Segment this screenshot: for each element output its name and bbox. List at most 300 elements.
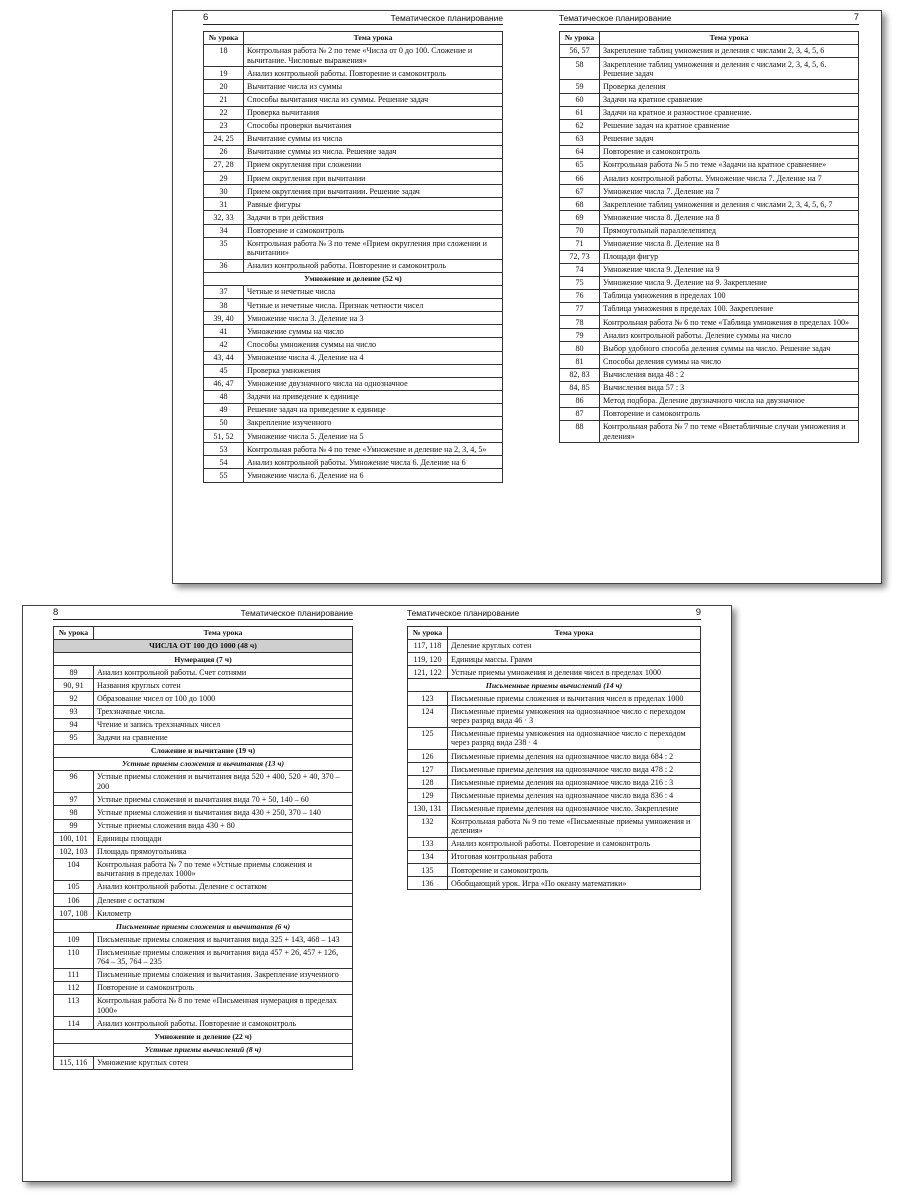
lesson-number: 74 (560, 263, 600, 276)
page-number: 6 (203, 12, 209, 23)
lesson-number: 104 (54, 858, 94, 880)
lesson-topic: Умножение двузначного числа на однозначное (244, 377, 503, 390)
table-row (408, 640, 701, 653)
lesson-topic: Четные и нечетные числа (244, 286, 503, 299)
lesson-topic: Умножение числа 8. Деление на 8 (600, 211, 859, 224)
lesson-number: 38 (204, 299, 244, 312)
lesson-number: 49 (204, 403, 244, 416)
lesson-topic: Четные и нечетные числа. Признак четности чисел (244, 299, 503, 312)
table-row (560, 159, 859, 172)
lesson-topic: Повторение и самоконтроль (244, 224, 503, 237)
table-row (204, 364, 503, 377)
table-row (54, 731, 353, 744)
lesson-topic-header: Тема урока (94, 627, 353, 640)
table-row (560, 303, 859, 316)
section-heading-row (54, 640, 353, 653)
lesson-number: 53 (204, 443, 244, 456)
lesson-topic: Проверка деления (600, 80, 859, 93)
lesson-number: 56, 57 (560, 45, 600, 58)
lesson-number: 123 (408, 692, 448, 705)
running-title: Тематическое планирование (390, 13, 503, 23)
lesson-number: 67 (560, 185, 600, 198)
lesson-number: 89 (54, 666, 94, 679)
lesson-number: 32, 33 (204, 211, 244, 224)
lesson-table (559, 31, 859, 443)
lesson-topic: Повторение и самоконтроль (600, 407, 859, 420)
lesson-number: 19 (204, 67, 244, 80)
lesson-number: 78 (560, 316, 600, 329)
lesson-number: 72, 73 (560, 250, 600, 263)
lesson-number: 69 (560, 211, 600, 224)
table-row (560, 420, 859, 442)
lesson-topic: Письменные приемы деления на однозначное число. Закрепление (448, 802, 701, 815)
table-row (54, 981, 353, 994)
table-header-row (560, 32, 859, 45)
lesson-number: 59 (560, 80, 600, 93)
section-heading-row (54, 920, 353, 933)
lesson-number: 45 (204, 364, 244, 377)
page-number: 7 (853, 12, 859, 23)
lesson-topic: Контрольная работа № 8 по теме «Письменная нумерация в пределах 1000» (94, 995, 353, 1017)
book-spread-pages-8-9 (22, 605, 732, 1182)
lesson-number: 26 (204, 145, 244, 158)
table-row (560, 394, 859, 407)
table-row (560, 93, 859, 106)
table-row (204, 351, 503, 364)
lesson-number: 70 (560, 224, 600, 237)
lesson-topic: Письменные приемы сложения и вычитания вида 457 + 26, 457 + 126, 764 – 35, 764 – 235 (94, 946, 353, 968)
lesson-table (203, 31, 503, 483)
lesson-topic: Умножение числа 3. Деление на 3 (244, 312, 503, 325)
lesson-topic: Умножение числа 5. Деление на 5 (244, 430, 503, 443)
lesson-number: 88 (560, 420, 600, 442)
table-row (408, 705, 701, 727)
lesson-topic: Равные фигуры (244, 198, 503, 211)
lesson-number: 111 (54, 968, 94, 981)
table-row (54, 1056, 353, 1069)
table-row (204, 172, 503, 185)
lesson-topic: Решение задач на кратное сравнение (600, 119, 859, 132)
table-row (560, 106, 859, 119)
lesson-topic: Анализ контрольной работы. Повторение и самоконтроль (448, 837, 701, 850)
lesson-topic: Задачи на сравнение (94, 731, 353, 744)
section-heading: Нумерация (7 ч) (54, 653, 353, 666)
lesson-number: 82, 83 (560, 368, 600, 381)
lesson-topic: Решение задач (600, 132, 859, 145)
lesson-topic: Устные приемы сложения вида 430 + 80 (94, 819, 353, 832)
lesson-number: 63 (560, 132, 600, 145)
lesson-number: 124 (408, 705, 448, 727)
table-row (408, 666, 701, 679)
table-row (204, 469, 503, 482)
table-row (54, 793, 353, 806)
table-header-row (54, 627, 353, 640)
table-row (204, 185, 503, 198)
page-number: 9 (695, 607, 701, 618)
lesson-number: 30 (204, 185, 244, 198)
table-row (54, 718, 353, 731)
lesson-topic: Чтение и запись трехзначных чисел (94, 718, 353, 731)
lesson-number: 84, 85 (560, 381, 600, 394)
lesson-number: 92 (54, 692, 94, 705)
table-row (560, 355, 859, 368)
lesson-topic: Умножение числа 6. Деление на 6 (244, 469, 503, 482)
lesson-number: 79 (560, 329, 600, 342)
section-heading: Сложение и вычитание (19 ч) (54, 744, 353, 757)
table-row (54, 968, 353, 981)
table-row (204, 338, 503, 351)
lesson-number: 71 (560, 237, 600, 250)
lesson-topic: Задачи на кратное и разностное сравнение. (600, 106, 859, 119)
section-heading-row (408, 679, 701, 692)
table-row (560, 172, 859, 185)
section-heading-row (54, 757, 353, 770)
lesson-number: 117, 118 (408, 640, 448, 653)
lesson-number: 62 (560, 119, 600, 132)
lesson-number: 43, 44 (204, 351, 244, 364)
lesson-topic: Задачи в три действия (244, 211, 503, 224)
table-row (54, 933, 353, 946)
lesson-number: 112 (54, 981, 94, 994)
running-title: Тематическое планирование (240, 608, 353, 618)
lesson-number: 130, 131 (408, 802, 448, 815)
lesson-topic: Письменные приемы деления на однозначное число вида 478 : 2 (448, 763, 701, 776)
lesson-topic: Единицы площади (94, 832, 353, 845)
lesson-topic: Анализ контрольной работы. Деление с остатком (94, 881, 353, 894)
lesson-topic: Анализ контрольной работы. Деление суммы на число (600, 329, 859, 342)
lesson-number: 76 (560, 289, 600, 302)
lesson-number-header: № урока (408, 627, 448, 640)
running-title: Тематическое планирование (407, 608, 520, 618)
table-row (560, 185, 859, 198)
lesson-number: 22 (204, 106, 244, 119)
lesson-number: 135 (408, 864, 448, 877)
table-row (204, 403, 503, 416)
lesson-topic: Деление с остатком (94, 894, 353, 907)
table-row (560, 250, 859, 263)
lesson-number: 68 (560, 198, 600, 211)
section-heading-row (54, 653, 353, 666)
lesson-number-header: № урока (204, 32, 244, 45)
lesson-topic: Вычитание суммы из числа. Решение задач (244, 145, 503, 158)
table-row (408, 851, 701, 864)
page-6 (203, 11, 503, 483)
lesson-table (53, 626, 353, 1070)
table-row (560, 224, 859, 237)
lesson-topic: Таблица умножения в пределах 100. Закрепление (600, 303, 859, 316)
table-header-row (408, 627, 701, 640)
lesson-number: 102, 103 (54, 845, 94, 858)
table-row (560, 45, 859, 58)
lesson-number: 20 (204, 80, 244, 93)
table-row (408, 789, 701, 802)
lesson-topic: Контрольная работа № 3 по теме «Прием округления при сложении и вычитании» (244, 237, 503, 259)
table-row (560, 407, 859, 420)
lesson-number: 29 (204, 172, 244, 185)
lesson-topic: Таблица умножения в пределах 100 (600, 289, 859, 302)
lesson-number: 50 (204, 417, 244, 430)
lesson-topic: Контрольная работа № 7 по теме «Внетабличные случаи умножения и деления» (600, 420, 859, 442)
lesson-table (407, 626, 701, 890)
section-heading: Устные приемы сложения и вычитания (13 ч) (54, 757, 353, 770)
table-row (560, 58, 859, 80)
lesson-topic-header: Тема урока (600, 32, 859, 45)
table-row (408, 864, 701, 877)
lesson-number: 107, 108 (54, 907, 94, 920)
lesson-topic: Контрольная работа № 4 по теме «Умножение и деление на 2, 3, 4, 5» (244, 443, 503, 456)
lesson-topic-header: Тема урока (448, 627, 701, 640)
lesson-number: 58 (560, 58, 600, 80)
lesson-topic: Контрольная работа № 9 по теме «Письменные приемы умножения и деления» (448, 815, 701, 837)
table-row (54, 832, 353, 845)
lesson-topic: Площади фигур (600, 250, 859, 263)
lesson-topic: Письменные приемы деления на однозначное число вида 216 : 3 (448, 776, 701, 789)
lesson-topic: Устные приемы сложения и вычитания вида 520 + 400, 520 + 40, 370 – 200 (94, 771, 353, 793)
table-row (408, 877, 701, 890)
lesson-number-header: № урока (54, 627, 94, 640)
lesson-number: 136 (408, 877, 448, 890)
table-row (204, 299, 503, 312)
table-row (204, 237, 503, 259)
lesson-topic: Названия круглых сотен (94, 679, 353, 692)
table-row (204, 80, 503, 93)
lesson-topic: Умножение числа 4. Деление на 4 (244, 351, 503, 364)
lesson-number: 55 (204, 469, 244, 482)
lesson-number: 77 (560, 303, 600, 316)
lesson-topic: Трехзначные числа. (94, 705, 353, 718)
lesson-topic: Письменные приемы сложения и вычитания. Закрепление изученного (94, 968, 353, 981)
table-row (560, 368, 859, 381)
lesson-number: 129 (408, 789, 448, 802)
lesson-topic: Задачи на кратное сравнение (600, 93, 859, 106)
lesson-number: 81 (560, 355, 600, 368)
lesson-number: 24, 25 (204, 132, 244, 145)
table-row (204, 286, 503, 299)
lesson-topic: Анализ контрольной работы. Повторение и самоконтроль (94, 1017, 353, 1030)
lesson-number: 90, 91 (54, 679, 94, 692)
lesson-topic: Письменные приемы умножения на однозначное число с переходом через разряд вида 46 · 3 (448, 705, 701, 727)
lesson-topic: Умножение числа 9. Деление на 9. Закрепление (600, 276, 859, 289)
table-row (408, 750, 701, 763)
running-title: Тематическое планирование (559, 13, 672, 23)
lesson-number: 98 (54, 806, 94, 819)
lesson-topic: Вычитание числа из суммы (244, 80, 503, 93)
table-row (54, 946, 353, 968)
page-number: 8 (53, 607, 59, 618)
lesson-number: 75 (560, 276, 600, 289)
table-row (560, 198, 859, 211)
lesson-topic: Умножение суммы на число (244, 325, 503, 338)
lesson-topic: Повторение и самоконтроль (94, 981, 353, 994)
lesson-topic: Закрепление таблиц умножения и деления с числами 2, 3, 4, 5, 6 (600, 45, 859, 58)
lesson-number: 96 (54, 771, 94, 793)
section-heading: Письменные приемы вычислений (14 ч) (408, 679, 701, 692)
lesson-number: 86 (560, 394, 600, 407)
table-row (204, 119, 503, 132)
table-header-row (204, 32, 503, 45)
lesson-topic: Выбор удобного способа деления суммы на число. Решение задач (600, 342, 859, 355)
lesson-number: 46, 47 (204, 377, 244, 390)
lesson-topic: Контрольная работа № 5 по теме «Задачи на кратное сравнение» (600, 159, 859, 172)
table-row (408, 727, 701, 749)
lesson-topic: Контрольная работа № 7 по теме «Устные приемы сложения и вычитания в пределах 1000» (94, 858, 353, 880)
table-row (204, 456, 503, 469)
lesson-number: 97 (54, 793, 94, 806)
lesson-topic: Площадь прямоугольника (94, 845, 353, 858)
lesson-topic: Анализ контрольной работы. Повторение и самоконтроль (244, 67, 503, 80)
table-row (560, 342, 859, 355)
table-row (204, 390, 503, 403)
lesson-number: 27, 28 (204, 159, 244, 172)
lesson-number: 41 (204, 325, 244, 338)
lesson-number: 132 (408, 815, 448, 837)
table-row (204, 145, 503, 158)
lesson-number: 133 (408, 837, 448, 850)
table-row (204, 45, 503, 67)
lesson-number: 64 (560, 145, 600, 158)
lesson-number: 126 (408, 750, 448, 763)
lesson-topic: Способы умножения суммы на число (244, 338, 503, 351)
table-row (560, 381, 859, 394)
lesson-number: 54 (204, 456, 244, 469)
table-row (54, 771, 353, 793)
lesson-topic: Километр (94, 907, 353, 920)
table-row (408, 763, 701, 776)
section-heading-row (204, 273, 503, 286)
lesson-topic: Анализ контрольной работы. Умножение числа 7. Деление на 7 (600, 172, 859, 185)
lesson-number: 34 (204, 224, 244, 237)
lesson-number: 121, 122 (408, 666, 448, 679)
table-row (204, 67, 503, 80)
lesson-number: 125 (408, 727, 448, 749)
section-heading: Умножение и деление (22 ч) (54, 1030, 353, 1043)
lesson-number: 60 (560, 93, 600, 106)
table-row (204, 430, 503, 443)
lesson-topic-header: Тема урока (244, 32, 503, 45)
lesson-number: 114 (54, 1017, 94, 1030)
table-row (560, 132, 859, 145)
table-row (54, 995, 353, 1017)
table-row (408, 776, 701, 789)
lesson-topic: Письменные приемы сложения и вычитания вида 325 + 143, 468 – 143 (94, 933, 353, 946)
lesson-number: 115, 116 (54, 1056, 94, 1069)
table-row (204, 259, 503, 272)
lesson-topic: Анализ контрольной работы. Повторение и самоконтроль (244, 259, 503, 272)
lesson-number: 36 (204, 259, 244, 272)
lesson-topic: Письменные приемы деления на однозначное число вида 684 : 2 (448, 750, 701, 763)
lesson-topic: Способы вычитания числа из суммы. Решение задач (244, 93, 503, 106)
lesson-number: 23 (204, 119, 244, 132)
lesson-number: 105 (54, 881, 94, 894)
lesson-number-header: № урока (560, 32, 600, 45)
lesson-topic: Анализ контрольной работы. Счет сотнями (94, 666, 353, 679)
lesson-topic: Вычисления вида 48 : 2 (600, 368, 859, 381)
page-8 (53, 606, 353, 1070)
lesson-number: 127 (408, 763, 448, 776)
lesson-number: 21 (204, 93, 244, 106)
lesson-topic: Вычитание суммы из числа (244, 132, 503, 145)
lesson-number: 31 (204, 198, 244, 211)
lesson-number: 109 (54, 933, 94, 946)
table-row (54, 894, 353, 907)
lesson-topic: Деление круглых сотен (448, 640, 701, 653)
lesson-topic: Задачи на приведение к единице (244, 390, 503, 403)
table-row (408, 692, 701, 705)
lesson-topic: Устные приемы умножения и деления чисел в пределах 1000 (448, 666, 701, 679)
lesson-topic: Способы проверки вычитания (244, 119, 503, 132)
table-row (204, 325, 503, 338)
table-row (54, 907, 353, 920)
lesson-number: 99 (54, 819, 94, 832)
lesson-number: 42 (204, 338, 244, 351)
lesson-topic: Обобщающий урок. Игра «По океану математики» (448, 877, 701, 890)
lesson-topic: Способы деления суммы на число (600, 355, 859, 368)
lesson-topic: Устные приемы сложения и вычитания вида 70 + 50, 140 – 60 (94, 793, 353, 806)
section-heading-row (54, 1030, 353, 1043)
table-row (204, 443, 503, 456)
table-row (408, 837, 701, 850)
book-spread-pages-6-7 (172, 10, 882, 584)
lesson-number: 39, 40 (204, 312, 244, 325)
lesson-number: 37 (204, 286, 244, 299)
lesson-topic: Письменные приемы деления на однозначное число вида 836 : 4 (448, 789, 701, 802)
table-row (560, 119, 859, 132)
lesson-topic: Повторение и самоконтроль (448, 864, 701, 877)
table-row (560, 211, 859, 224)
table-row (54, 819, 353, 832)
lesson-topic: Решение задач на приведение к единице (244, 403, 503, 416)
table-row (204, 106, 503, 119)
lesson-topic: Прямоугольный параллелепипед (600, 224, 859, 237)
lesson-number: 128 (408, 776, 448, 789)
table-row (560, 237, 859, 250)
page-9 (407, 606, 701, 890)
table-row (54, 806, 353, 819)
table-row (560, 145, 859, 158)
section-heading: Устные приемы вычислений (8 ч) (54, 1043, 353, 1056)
lesson-topic: Проверка умножения (244, 364, 503, 377)
table-row (204, 93, 503, 106)
lesson-number: 94 (54, 718, 94, 731)
lesson-topic: Умножение числа 9. Деление на 9 (600, 263, 859, 276)
section-heading: Умножение и деление (52 ч) (204, 273, 503, 286)
lesson-topic: Проверка вычитания (244, 106, 503, 119)
table-row (54, 858, 353, 880)
lesson-topic: Письменные приемы умножения на однозначное число с переходом через разряд вида 238 · 4 (448, 727, 701, 749)
lesson-topic: Итоговая контрольная работа (448, 851, 701, 864)
lesson-topic: Умножение числа 7. Деление на 7 (600, 185, 859, 198)
table-row (54, 705, 353, 718)
lesson-number: 66 (560, 172, 600, 185)
lesson-number: 110 (54, 946, 94, 968)
table-row (408, 653, 701, 666)
lesson-number: 134 (408, 851, 448, 864)
table-row (204, 211, 503, 224)
table-row (408, 802, 701, 815)
lesson-topic: Прием округления при вычитании. Решение задач (244, 185, 503, 198)
table-row (54, 845, 353, 858)
table-row (54, 1017, 353, 1030)
lesson-topic: Единицы массы. Грамм (448, 653, 701, 666)
lesson-number: 61 (560, 106, 600, 119)
section-heading: ЧИСЛА ОТ 100 ДО 1000 (48 ч) (54, 640, 353, 653)
lesson-number: 100, 101 (54, 832, 94, 845)
table-row (204, 312, 503, 325)
table-row (54, 692, 353, 705)
lesson-topic: Умножение круглых сотен (94, 1056, 353, 1069)
table-row (560, 276, 859, 289)
page-header (203, 11, 503, 25)
